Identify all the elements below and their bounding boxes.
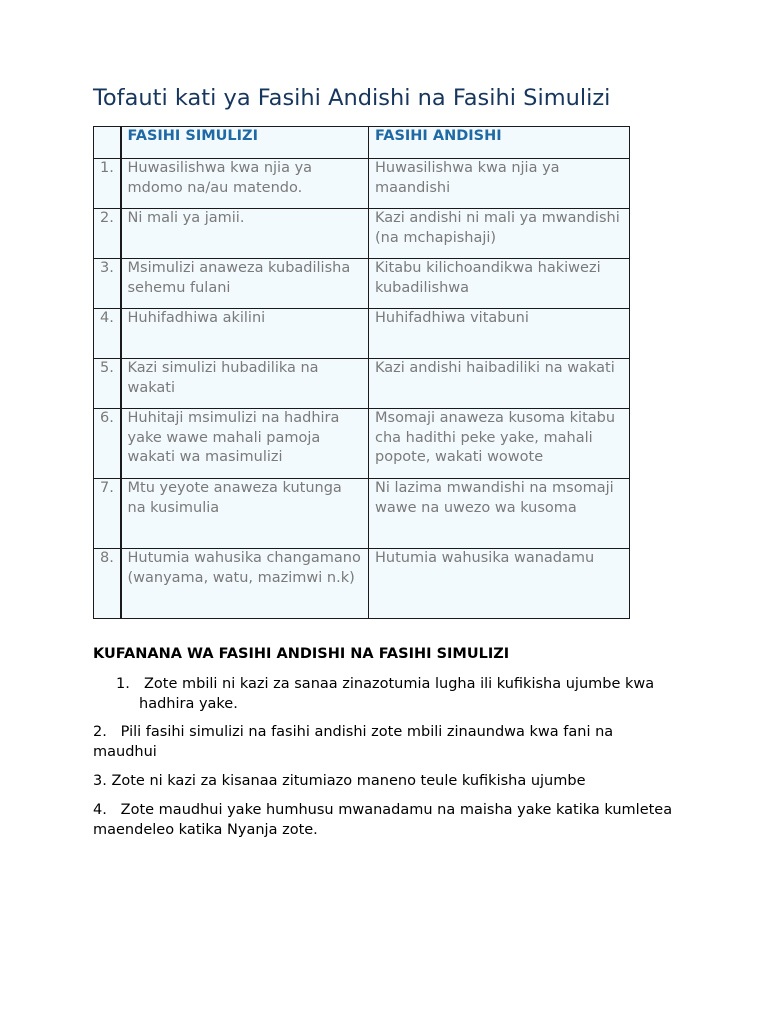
- table-row: [94, 359, 630, 409]
- cell-andishi: Kazi andishi haibadiliki na wakati: [369, 359, 630, 409]
- cell-andishi: Huwasilishwa kwa njia ya maandishi: [369, 159, 630, 209]
- table-row: [94, 549, 630, 619]
- row-number: 5.: [94, 359, 121, 409]
- cell-simulizi: Ni mali ya jamii.: [121, 209, 369, 259]
- table-row: [94, 479, 630, 549]
- cell-andishi: Kitabu kilichoandikwa hakiwezi kubadilishwa: [369, 259, 630, 309]
- similarity-item-3: 3. Zote ni kazi za kisanaa zitumiazo maneno teule kufikisha ujumbe: [93, 773, 586, 789]
- row-number: 7.: [94, 479, 121, 549]
- header-fasihi-simulizi: FASIHI SIMULIZI: [121, 127, 369, 159]
- cell-andishi: Huhifadhiwa vitabuni: [369, 309, 630, 359]
- cell-andishi: Ni lazima mwandishi na msomaji wawe na uwezo wa kusoma: [369, 479, 630, 549]
- header-fasihi-andishi: FASIHI ANDISHI: [369, 127, 630, 159]
- cell-simulizi: Huhitaji msimulizi na hadhira yake wawe mahali pamoja wakati wa masimulizi: [121, 409, 369, 479]
- similarity-item-4: 4. Zote maudhui yake humhusu mwanadamu na maisha yake katika kumletea maendeleo katika Nyanja zote.: [93, 802, 673, 838]
- header-number: [94, 127, 121, 159]
- comparison-table: [93, 126, 630, 619]
- table-header-row: [94, 127, 630, 159]
- row-number: 8.: [94, 549, 121, 619]
- cell-simulizi: Huwasilishwa kwa njia ya mdomo na/au matendo.: [121, 159, 369, 209]
- row-number: 4.: [94, 309, 121, 359]
- row-number: 3.: [94, 259, 121, 309]
- table-row: [94, 209, 630, 259]
- table-row: [94, 309, 630, 359]
- page-title: Tofauti kati ya Fasihi Andishi na Fasihi Simulizi: [93, 85, 611, 111]
- row-number: 2.: [94, 209, 121, 259]
- section-heading: KUFANANA WA FASIHI ANDISHI NA FASIHI SIMULIZI: [93, 646, 510, 662]
- cell-simulizi: Msimulizi anaweza kubadilisha sehemu fulani: [121, 259, 369, 309]
- cell-andishi: Kazi andishi ni mali ya mwandishi (na mchapishaji): [369, 209, 630, 259]
- table-row: [94, 409, 630, 479]
- table-row: [94, 159, 630, 209]
- list-marker: 1.: [116, 676, 130, 692]
- similarity-item-1: [93, 675, 673, 714]
- cell-simulizi: Huhifadhiwa akilini: [121, 309, 369, 359]
- table-row: [94, 259, 630, 309]
- cell-andishi: Hutumia wahusika wanadamu: [369, 549, 630, 619]
- cell-andishi: Msomaji anaweza kusoma kitabu cha hadithi peke yake, mahali popote, wakati wowote: [369, 409, 630, 479]
- cell-simulizi: Kazi simulizi hubadilika na wakati: [121, 359, 369, 409]
- row-number: 6.: [94, 409, 121, 479]
- similarity-text: Zote mbili ni kazi za sanaa zinazotumia lugha ili kufikisha ujumbe kwa hadhira yake.: [139, 676, 655, 712]
- similarity-item-2: 2. Pili fasihi simulizi na fasihi andishi zote mbili zinaundwa kwa fani na maudhui: [93, 724, 614, 760]
- row-number: 1.: [94, 159, 121, 209]
- cell-simulizi: Mtu yeyote anaweza kutunga na kusimulia: [121, 479, 369, 549]
- cell-simulizi: Hutumia wahusika changamano (wanyama, watu, mazimwi n.k): [121, 549, 369, 619]
